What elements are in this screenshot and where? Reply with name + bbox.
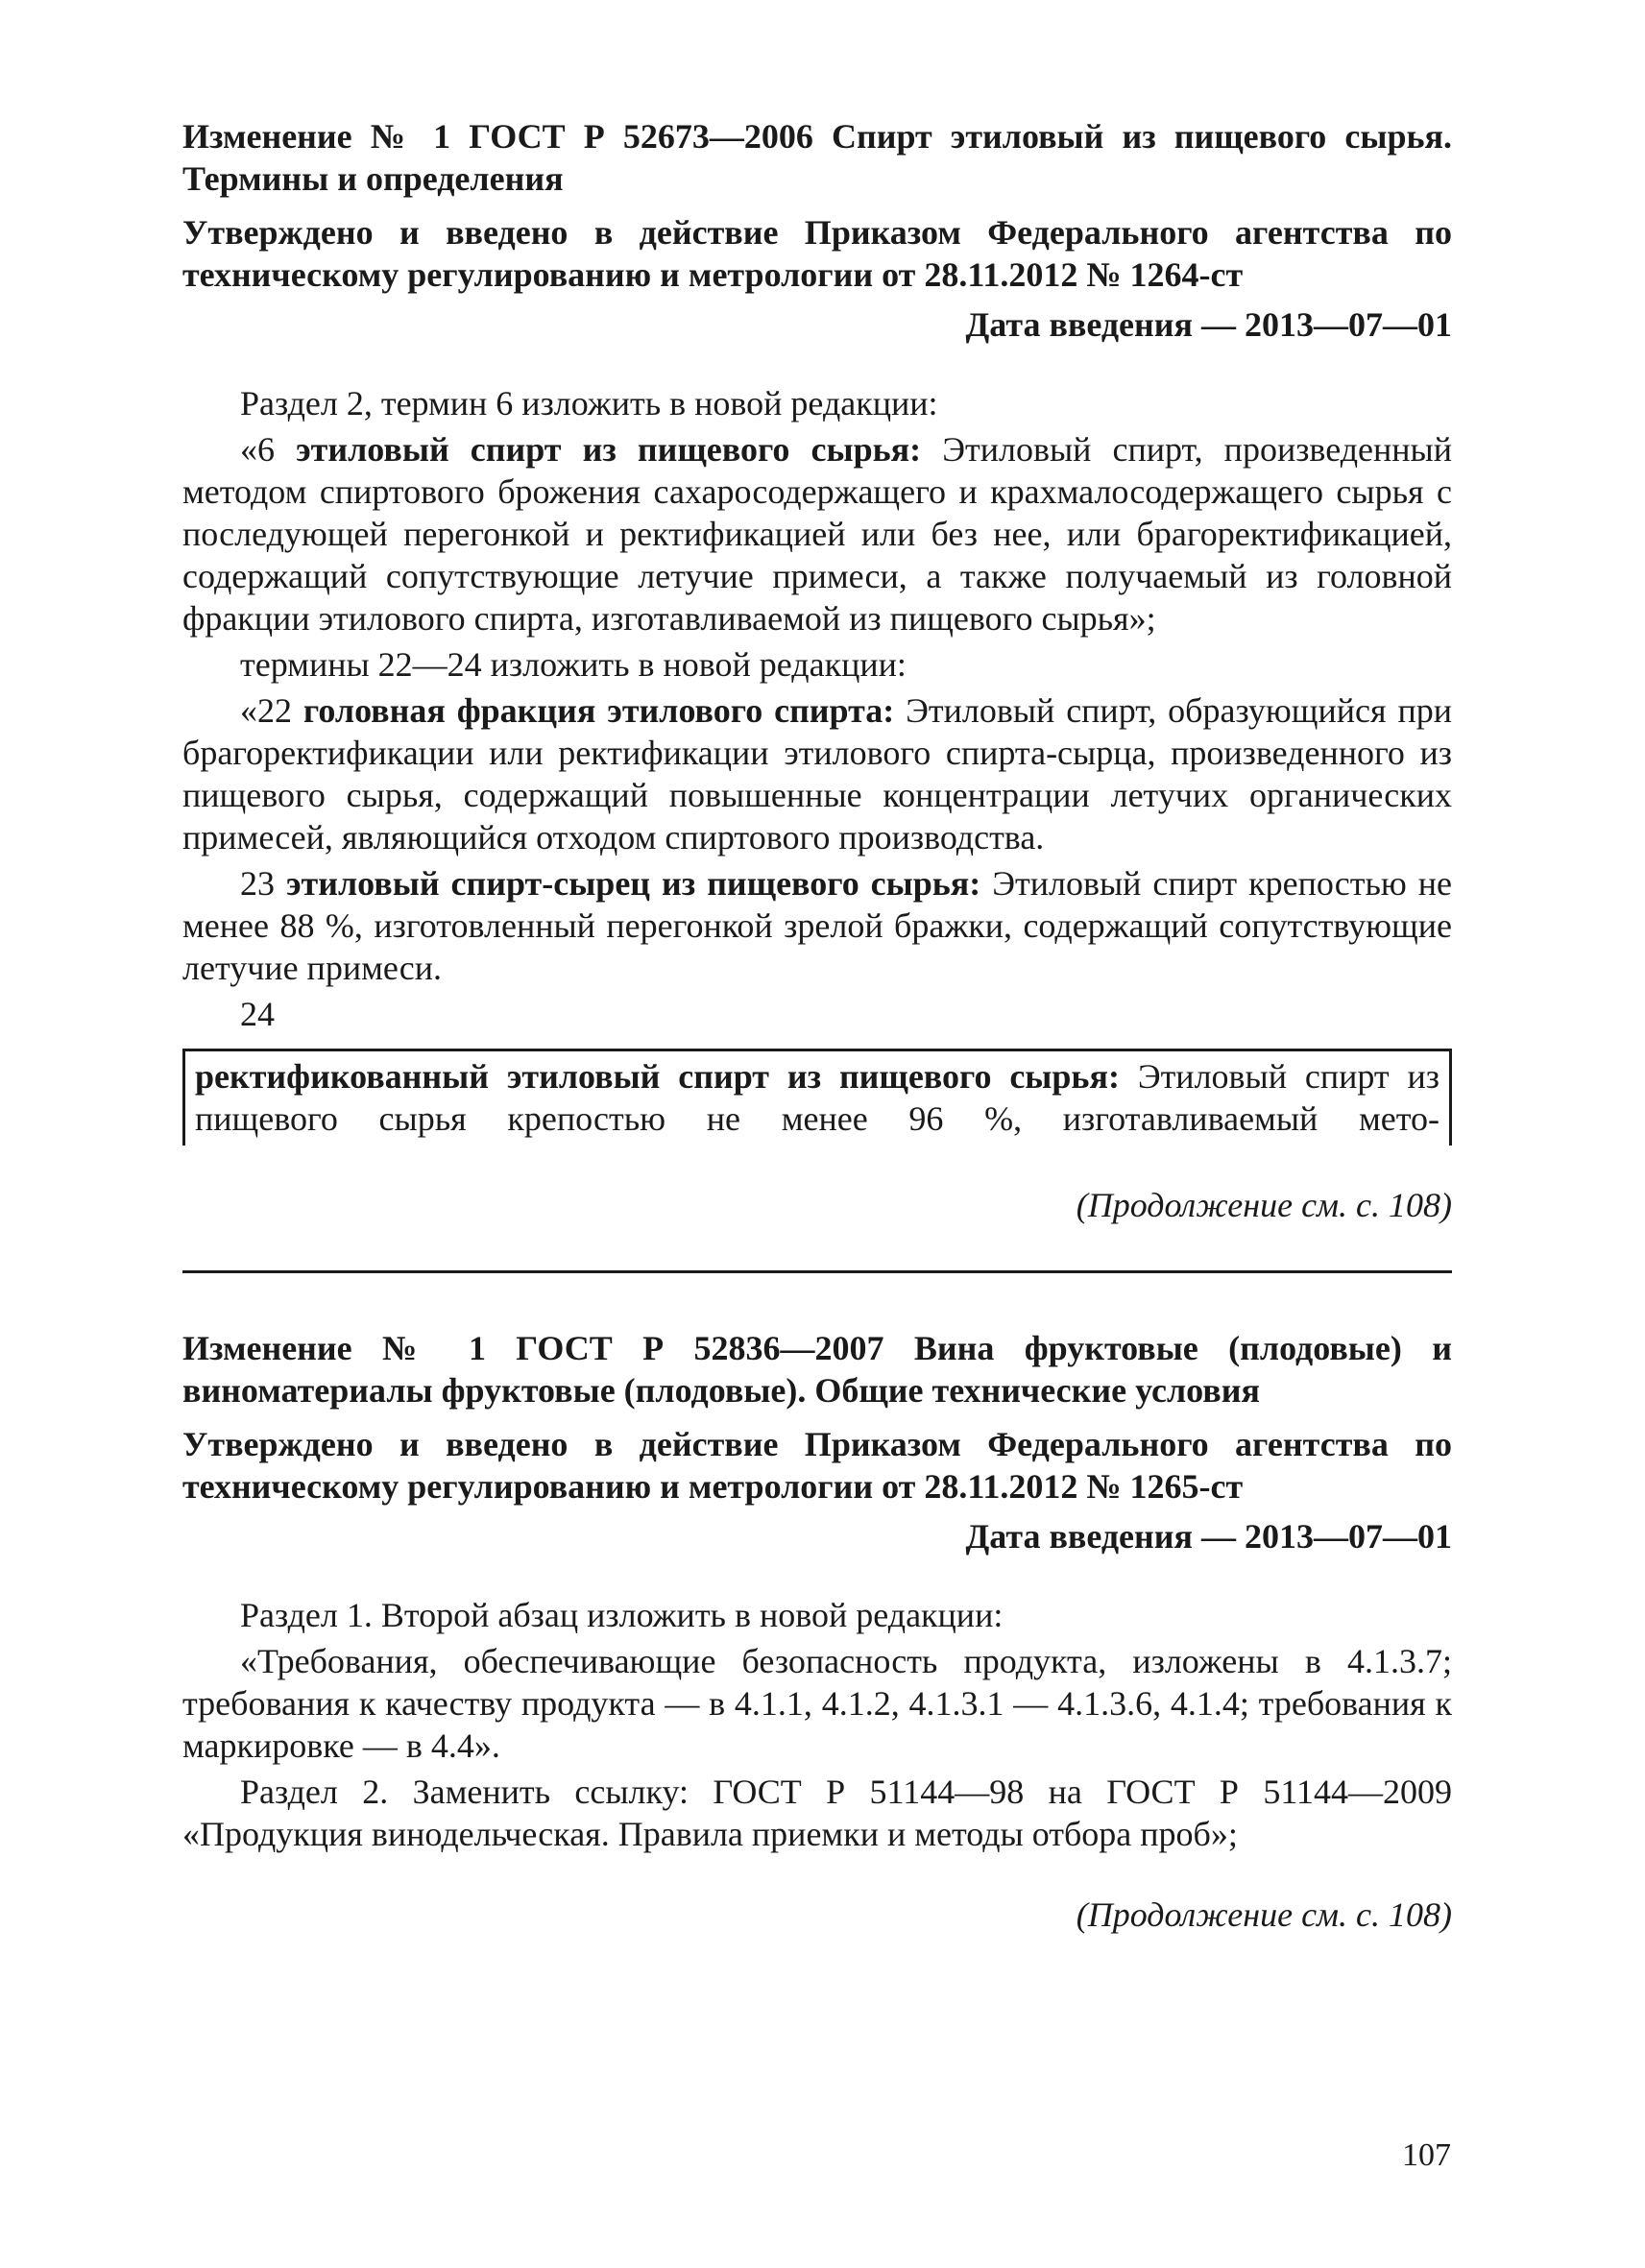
amendment-body [182,382,1452,1146]
paragraph: Раздел 2, термин 6 изложить в новой редакции: [240,384,938,422]
paragraph: Раздел 2. Заменить ссылку: ГОСТ Р 51144—98 на ГОСТ Р 51144—2009 «Продукция винодельческая. Правила приемки и методы отбора проб»; [182,1773,1452,1853]
paragraph-term-22: «22 головная фракция этилового спирта: Этиловый спирт, образующийся при брагоректификации или ректификации этилового спирта-сырца, произведенного из пищевого сырья, содержащий повышенные концентрации летучих органических примесей, являющийся отходом спиртового производства. [182,691,1453,857]
document-page [182,115,1452,1936]
paragraph: «Требования, обеспечивающие безопасность продукта, изложены в 4.1.3.7; требования к качеству продукта — в 4.1.1, 4.1.2, 4.1.3.1 — 4.1.3.6, 4.1.4; требования к маркировке — в 4.4». [182,1642,1452,1765]
approval-statement: Утверждено и введено в действие Приказом Федерального агентства по техническому регулированию и метрологии от 28.11.2012 № 1264-ст [182,213,1452,294]
effective-date: Дата введения — 2013—07—01 [965,305,1452,344]
amendment-title: Изменение № 1 ГОСТ Р 52836—2007 Вина фруктовые (плодовые) и виноматериалы фруктовые (плодовые). Общие технические условия [182,1329,1452,1410]
section-divider [182,1270,1452,1273]
paragraph: термины 22—24 изложить в новой редакции: [240,645,907,684]
amendment-gost-52836 [182,1327,1452,1936]
term-24-number: 24 [240,995,275,1033]
amendment-body [182,1594,1452,1855]
term-name: головная фракция этилового спирта: [302,691,895,730]
page-number: 107 [1402,2137,1451,2173]
amendment-gost-52673 [182,115,1452,1226]
term-name: ректификованный этиловый спирт из пищевого сырья: [195,1057,1120,1096]
paragraph: Раздел 1. Второй абзац изложить в новой редакции: [240,1596,1004,1634]
boxed-term-24: ректификованный этиловый спирт из пищевого сырья: Этиловый спирт из пищевого сырья крепостью не менее 96 %, изготавливаемый мето- [182,1049,1452,1146]
paragraph-term-23: 23 этиловый спирт-сырец из пищевого сырья: Этиловый спирт крепостью не менее 88 %, изготовленный перегонкой зрелой бражки, содержащий сопутствующие летучие примеси. [182,864,1453,987]
term-name: этиловый спирт-сырец из пищевого сырья: [285,864,981,903]
continuation-note: (Продолжение см. с. 108) [1076,1895,1452,1934]
paragraph-term-6: «6 этиловый спирт из пищевого сырья: Этиловый спирт, произведенный методом спиртового брожения сахаросодержащего и крахмалосодержащего сырья с последующей перегонкой и ректификацией или без нее, или брагоректификацией, содержащий сопутствующие летучие примеси, а также получаемый из головной фракции этилового спирта, изготавливаемой из пищевого сырья»; [182,430,1453,638]
term-name: этиловый спирт из пищевого сырья: [296,430,922,469]
approval-statement: Утверждено и введено в действие Приказом Федерального агентства по техническому регулированию и метрологии от 28.11.2012 № 1265-ст [182,1425,1452,1506]
continuation-note: (Продолжение см. с. 108) [1076,1186,1452,1224]
effective-date: Дата введения — 2013—07—01 [965,1517,1452,1556]
amendment-title: Изменение № 1 ГОСТ Р 52673—2006 Спирт этиловый из пищевого сырья. Термины и определения [182,117,1452,198]
